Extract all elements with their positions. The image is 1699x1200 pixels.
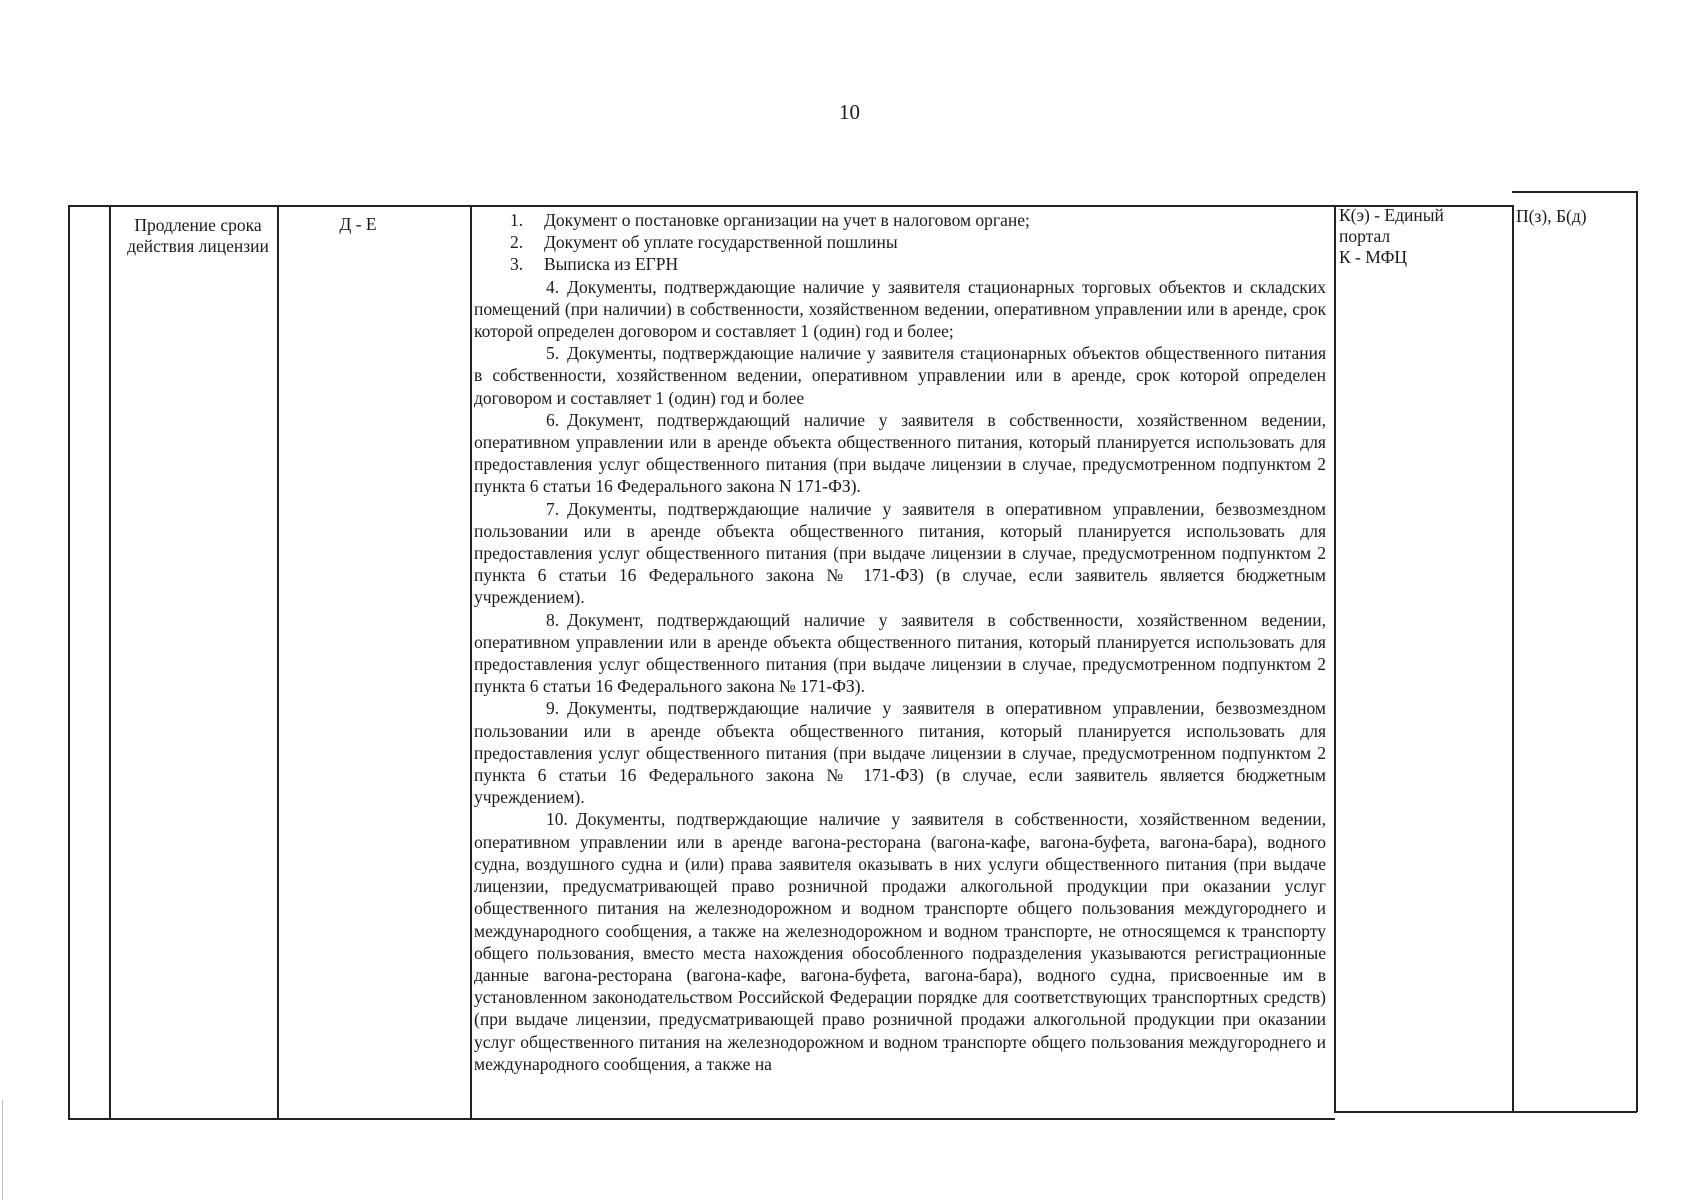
document-item-text: Документы, подтверждающие наличие у заявителя в собственности, хозяйственном ведении, оперативном управлении или в аренде вагона-ресторана (вагона-кафе, вагона-буфета, вагона-бара), водного судна, воздушного судна и (или) права заявителя оказывать в них услуги общественного питания (при выдаче лицензии, предусматривающей право розничной продажи алкогольной продукции при оказании услуг общественного питания на железнодорожном и водном транспорте общего пользования междугороднего и международного сообщения, а также на железнодорожном и водном транспорте, не относящемся к транспорту общего пользования, вместо места нахождения обособленного подразделения указываются регистрационные данные вагона-ресторана (вагона-кафе, вагона-буфета, вагона-бара), водного судна, присвоенные им в установленном законодательством Российской Федерации порядке для соответствующих транспортных средств) (при выдаче лицензии, предусматривающей право розничной продажи алкогольной продукции при оказании услуг общественного питания на железнодорожном и водном транспорте общего пользования междугороднего и международного сообщения, а также на [474,809,1326,1074]
channel-line: К - МФЦ [1339,247,1408,267]
document-item-text: Документ, подтверждающий наличие у заявителя в собственности, хозяйственном ведении, оперативном управлении или в аренде объекта общественного питания, который планируется использовать для предоставления услуг общественного питания (при выдаче лицензии в случае, предусмотренном подпунктом 2 пункта 6 статьи 16 Федерального закона № 171-ФЗ). [474,609,1326,697]
decision-code-cell: Д - Е [339,214,377,234]
document-item-number: 1. [510,210,524,230]
channel-line: К(э) - Единый [1339,205,1444,225]
documents-cell [474,209,1326,1075]
document-item-text: Документы, подтверждающие наличие у заявителя стационарных объектов общественного питания в собственности, хозяйственном ведении, оперативном управлении или в аренде, срок которой определен договором и составляет 1 (один) год и более [474,343,1326,408]
table-border-right [1636,191,1638,1112]
document-item-number: 10. [546,809,568,830]
document-item [474,253,1326,275]
document-item-number: 5. [546,343,560,364]
scan-edge-mark [2,1100,3,1200]
document-item [474,409,1326,498]
table-border-bottom [1334,1111,1637,1113]
document-item [474,209,1326,231]
document-item-number: 9. [546,698,560,719]
document-item-text: Выписка из ЕГРН [544,254,679,275]
table-border-top [1512,191,1637,193]
column-divider [1334,205,1336,1112]
document-item-text: Документ, подтверждающий наличие у заявителя в собственности, хозяйственном ведении, оперативном управлении или в аренде объекта общественного питания, который планируется использовать для предоставления услуг общественного питания (при выдаче лицензии в случае, предусмотренном подпунктом 2 пункта 6 статьи 16 Федерального закона N 171-ФЗ). [474,409,1326,497]
document-item-number: 8. [546,609,560,630]
column-divider [470,205,472,1119]
table-border-top [68,205,1512,207]
column-divider [109,205,111,1119]
document-item [474,808,1326,1074]
page-number: 10 [839,100,860,124]
document-item [474,276,1326,343]
table-border-bottom [68,1118,1335,1120]
document-item-text: Документы, подтверждающие наличие у заявителя в оперативном управлении, безвозмездном пользовании или в аренде объекта общественного питания, который планируется использовать для предоставления услуг общественного питания (при выдаче лицензии в случае, предусмотренном подпунктом 2 пункта 6 статьи 16 Федерального закона № 171-ФЗ) (в случае, если заявитель является бюджетным учреждением). [474,698,1326,808]
service-name-cell: Продление срока действия лицензии [127,215,269,256]
document-item-number: 7. [546,498,560,519]
document-item [474,697,1326,808]
document-item [474,231,1326,253]
submission-channel-cell [1339,205,1514,268]
license-table [68,205,1637,1119]
table-border-left [68,205,70,1119]
column-divider [1512,205,1514,1112]
document-item-number: 4. [546,276,560,297]
column-divider [277,205,279,1119]
document-item-text: Документ о постановке организации на учет в налоговом органе; [544,210,1030,230]
documents-list [474,209,1326,1075]
document-item [474,498,1326,609]
document-item-number: 2. [510,232,524,253]
document-item [474,342,1326,409]
document-item [474,609,1326,698]
document-item-number: 3. [510,254,524,275]
result-code-cell: П(з), Б(д) [1516,206,1587,226]
document-item-number: 6. [546,409,560,430]
document-item-text: Документ об уплате государственной пошлины [544,232,898,253]
channel-line: портал [1339,226,1391,246]
document-item-text: Документы, подтверждающие наличие у заявителя в оперативном управлении, безвозмездном пользовании или в аренде объекта общественного питания, который планируется использовать для предоставления услуг общественного питания (при выдаче лицензии в случае, предусмотренном подпунктом 2 пункта 6 статьи 16 Федерального закона № 171-ФЗ) (в случае, если заявитель является бюджетным учреждением). [474,498,1326,608]
document-item-text: Документы, подтверждающие наличие у заявителя стационарных торговых объектов и складских помещений (при наличии) в собственности, хозяйственном ведении, оперативном управлении или в аренде, срок которой определен договором и составляет 1 (один) год и более; [474,276,1326,342]
